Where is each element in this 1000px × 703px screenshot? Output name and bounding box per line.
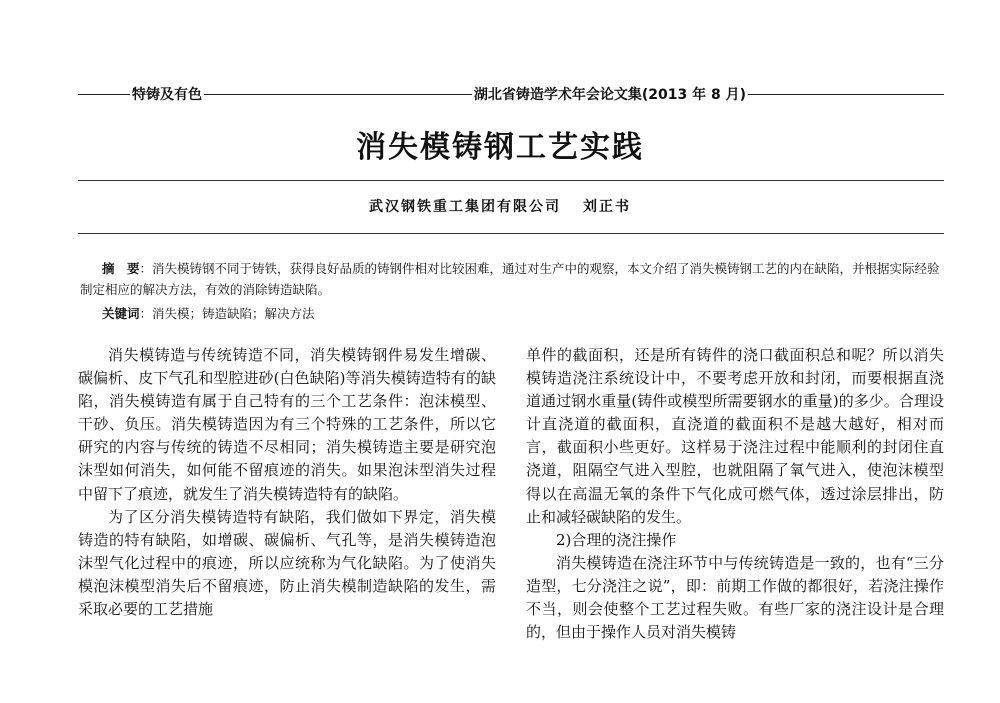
paragraph: 为了区分消失模铸造特有缺陷，我们做如下界定，消失模铸造的特有缺陷，如增碳、碳偏析、气孔等，是消失模铸造泡沫型气化过程中的痕迹，所以应统称为气化缺陷。为了使消失模泡沫模型消失后不留痕迹，防止消失模制造缺陷的发生，需采取必要的工艺措施 [78,507,496,619]
abstract-label: 摘 要 [102,261,140,276]
body-column-left [78,344,496,621]
keywords-text: 消失模；铸造缺陷；解决方法 [152,306,315,321]
keywords: 关键词：消失模；铸造缺陷；解决方法 [102,306,315,321]
section-label: 特铸及有色 [132,87,202,103]
header-rule-left [78,94,130,95]
affiliation: 武汉钢铁重工集团有限公司 [369,199,561,215]
byline [0,196,1000,216]
byline-rule [78,233,944,234]
header-rule-middle [204,94,472,95]
running-header [78,84,944,104]
section-heading: 2)合理的浇注操作 [556,530,677,549]
paper-title: 消失模铸钢工艺实践 [356,130,644,165]
abstract: 摘 要：消失模铸钢不同于铸铁，获得良好品质的铸钢件相对比较困难，通过对生产中的观察，本文介绍了消失模铸钢工艺的内在缺陷，并根据实际经验制定相应的解决方法，有效的消除铸造缺陷。 [80,261,940,297]
title-rule [78,180,944,181]
abstract-text: 消失模铸钢不同于铸铁，获得良好品质的铸钢件相对比较困难，通过对生产中的观察，本文介绍了消失模铸钢工艺的内在缺陷，并根据实际经验制定相应的解决方法，有效的消除铸造缺陷。 [80,261,940,297]
keywords-label: 关键词 [102,306,140,321]
paragraph: 消失模铸造在浇注环节中与传统铸造是一致的，也有“三分造型，七分浇注之说”，即：前期工作做的都很好，若浇注操作不当，则会使整个工艺过程失败。有些厂家的浇注设计是合理的，但由于操作人员对消失模铸 [526,553,944,642]
paragraph: 单件的截面积，还是所有铸件的浇口截面积总和呢？所以消失模铸造浇注系统设计中，不要考虑开放和封闭，而要根据直浇道通过钢水重量(铸件或模型所需要钢水的重量)的多少。合理设计直浇道的截面积，直浇道的截面积不是越大越好，相对而言，截面积小些更好。这样易于浇注过程中能顺利的封闭住直浇道，阻隔空气进入型腔，也就阻隔了氧气进入，使泡沫模型得以在高温无氧的条件下气化成可燃气体，透过涂层排出，防止和减轻碳缺陷的发生。 [526,346,944,526]
proceedings-label: 湖北省铸造学术年会论文集(2013 年 8 月) [473,87,746,103]
author-name: 刘正书 [583,199,631,215]
paragraph: 消失模铸造与传统铸造不同，消失模铸钢件易发生增碳、碳偏析、皮下气孔和型腔进砂(白色缺陷)等消失模铸造特有的缺陷，消失模铸造有属于自己特有的三个工艺条件：泡沫模型、干砂、负压。消失模铸造因为有三个特殊的工艺条件，所以它研究的内容与传统的铸造不尽相同；消失模铸造主要是研究泡沫型如何消失，如何能不留痕迹的消失。如果泡沫型消失过程中留下了痕迹，就发生了消失模铸造特有的缺陷。 [78,346,496,503]
header-rule-right [748,94,944,95]
body-column-right [526,344,944,644]
